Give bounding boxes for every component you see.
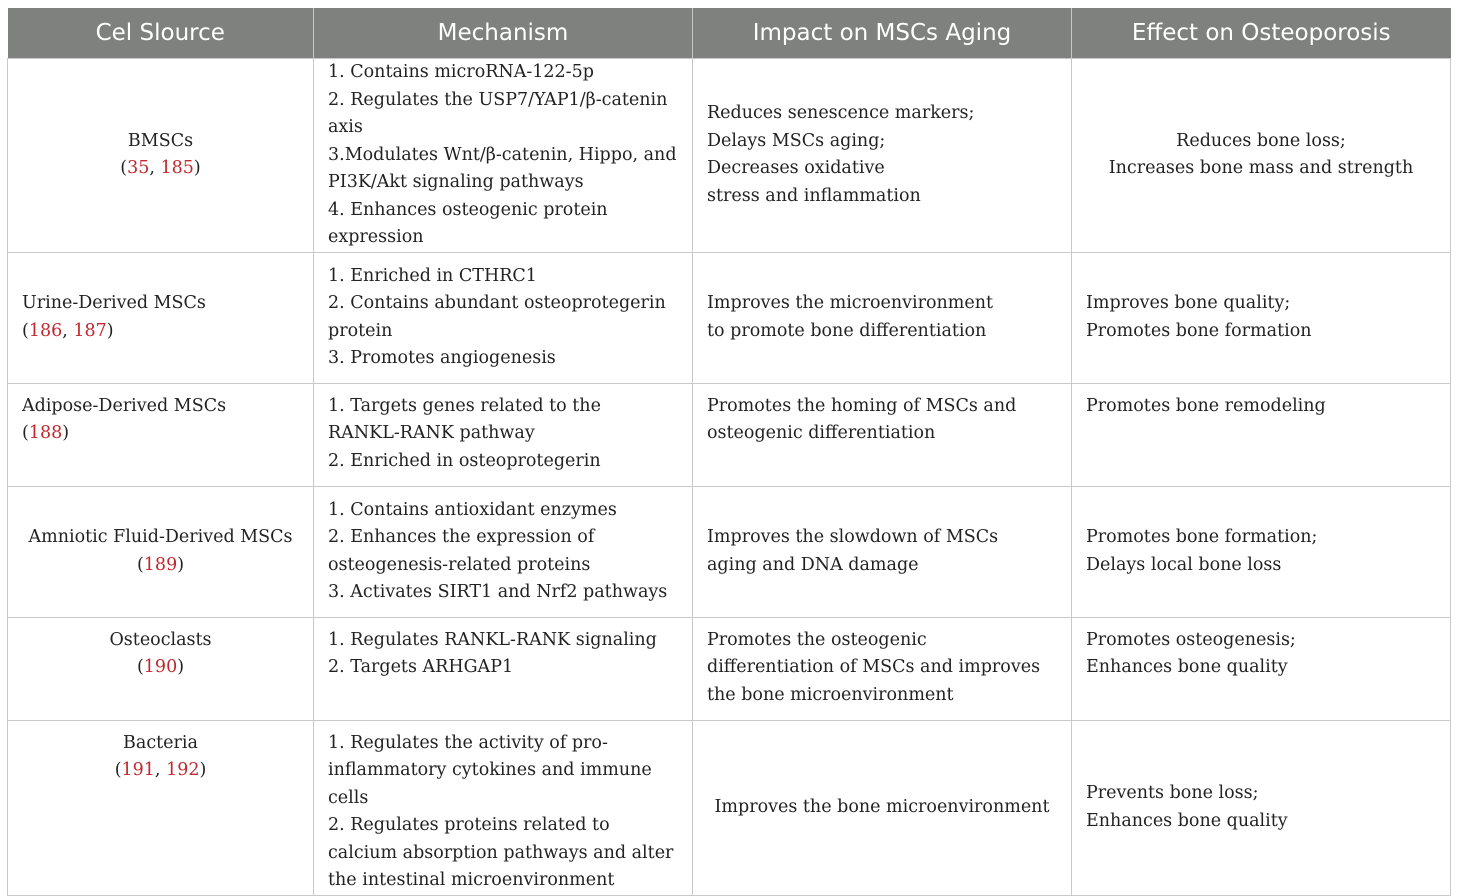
mechanism-cell <box>314 383 693 486</box>
effect-line: Enhances bone quality <box>1086 657 1288 677</box>
mechanism-cell <box>314 486 693 617</box>
mechanism-line: 3.Modulates Wnt/β-catenin, Hippo, and PI3K/Akt signaling pathways <box>328 144 677 192</box>
impact-line: Improves the slowdown of MSCs aging and DNA damage <box>707 527 999 575</box>
table-row <box>8 617 1451 720</box>
impact-line: Delays MSCs aging; <box>707 130 886 151</box>
reference-group: (191, 192) <box>114 760 207 780</box>
reference-link[interactable]: 190 <box>143 657 178 677</box>
effect-line: Promotes bone formation <box>1086 320 1312 341</box>
mechanism-cell <box>314 617 693 720</box>
mechanism-line: 1. Targets genes related to the RANKL-RANK pathway <box>328 395 601 443</box>
mechanism-line: 2. Contains abundant osteoprotegerin protein <box>328 293 666 341</box>
header-cell-impact: Impact on MSCs Aging <box>693 8 1072 59</box>
reference-link[interactable]: 186 <box>28 320 63 341</box>
effect-cell <box>1072 252 1451 383</box>
reference-group: (188) <box>22 423 70 443</box>
source-name: Amniotic Fluid-Derived MSCs <box>28 527 293 547</box>
impact-line: Improves the microenvironment to promote bone differentiation <box>707 293 994 341</box>
effect-cell <box>1072 59 1451 253</box>
mechanism-line: 3. Promotes angiogenesis <box>328 348 556 368</box>
effect-cell <box>1072 617 1451 720</box>
reference-link[interactable]: 192 <box>166 760 200 780</box>
mechanism-line: 2. Regulates the USP7/YAP1/β-catenin axis <box>328 89 668 137</box>
header-row <box>8 8 1451 59</box>
mechanism-line: 1. Enriched in CTHRC1 <box>328 265 537 286</box>
table-row <box>8 486 1451 617</box>
impact-cell <box>693 252 1072 383</box>
effect-line: Enhances bone quality <box>1086 810 1288 831</box>
header-cell-mechanism: Mechanism <box>314 8 693 59</box>
source-name: Osteoclasts <box>109 629 212 650</box>
impact-line: Promotes the osteogenic differentiation of MSCs and improves the bone microenvironment <box>707 629 1041 705</box>
header-cell-effect: Effect on Osteoporosis <box>1072 8 1451 59</box>
mechanism-line: 2. Enhances the expression of osteogenesis-related proteins <box>328 527 595 575</box>
impact-line: Improves the bone microenvironment <box>714 796 1050 817</box>
impact-line: Promotes the homing of MSCs and osteogenic differentiation <box>707 395 1017 443</box>
mechanism-line: 2. Regulates proteins related to calcium absorption pathways and alter the intestinal microenvironment <box>328 815 674 890</box>
source-cell <box>8 252 314 383</box>
reference-link[interactable]: 191 <box>121 760 155 780</box>
impact-line: Decreases oxidative stress and inflammation <box>707 158 921 206</box>
source-cell <box>8 383 314 486</box>
impact-cell <box>693 486 1072 617</box>
effect-line: Delays local bone loss <box>1086 554 1282 575</box>
reference-group: (190) <box>136 657 185 677</box>
mechanism-line: 1. Regulates RANKL-RANK signaling <box>328 629 657 650</box>
mechanism-cell <box>314 720 693 895</box>
effect-cell <box>1072 383 1451 486</box>
source-name: Adipose-Derived MSCs <box>22 395 227 416</box>
table-row <box>8 383 1451 486</box>
effect-line: Prevents bone loss; <box>1086 783 1259 803</box>
impact-cell <box>693 617 1072 720</box>
reference-link[interactable]: 187 <box>73 320 107 341</box>
source-cell <box>8 617 314 720</box>
source-name: Bacteria <box>123 732 198 753</box>
mechanism-line: 2. Enriched in osteoprotegerin <box>328 450 601 471</box>
header-cell-source: Cel Slource <box>8 8 314 59</box>
reference-group: (189) <box>136 554 185 575</box>
mechanism-line: 2. Targets ARHGAP1 <box>328 657 514 677</box>
reference-link[interactable]: 189 <box>143 554 178 575</box>
mechanism-line: 1. Contains microRNA-122-5p <box>328 62 594 82</box>
source-name: BMSCs <box>127 130 194 151</box>
table-row <box>8 720 1451 895</box>
mechanism-line: 1. Regulates the activity of pro-inflammatory cytokines and immune cells <box>328 732 652 808</box>
mechanism-line: 1. Contains antioxidant enzymes <box>328 499 617 520</box>
effect-line: Increases bone mass and strength <box>1108 158 1414 179</box>
effect-cell <box>1072 486 1451 617</box>
source-cell <box>8 59 314 253</box>
reference-link[interactable]: 185 <box>160 158 194 179</box>
comparison-table <box>7 8 1451 896</box>
impact-line: Reduces senescence markers; <box>707 103 975 124</box>
effect-cell <box>1072 720 1451 895</box>
effect-line: Promotes bone formation; <box>1086 527 1318 547</box>
mechanism-line: 3. Activates SIRT1 and Nrf2 pathways <box>328 582 668 602</box>
table-row <box>8 59 1451 253</box>
mechanism-line: 4. Enhances osteogenic protein expression <box>328 199 608 247</box>
reference-group: (35, 185) <box>120 158 201 179</box>
source-cell <box>8 720 314 895</box>
effect-line: Promotes osteogenesis; <box>1086 629 1296 650</box>
effect-line: Reduces bone loss; <box>1176 130 1346 151</box>
impact-cell <box>693 720 1072 895</box>
reference-link[interactable]: 35 <box>127 158 150 179</box>
reference-group: (186, 187) <box>22 320 114 341</box>
source-cell <box>8 486 314 617</box>
impact-cell <box>693 383 1072 486</box>
effect-line: Promotes bone remodeling <box>1086 395 1326 416</box>
mechanism-cell <box>314 59 693 253</box>
mechanism-cell <box>314 252 693 383</box>
impact-cell <box>693 59 1072 253</box>
table-row <box>8 252 1451 383</box>
reference-link[interactable]: 188 <box>28 423 63 443</box>
source-name: Urine-Derived MSCs <box>22 293 206 313</box>
effect-line: Improves bone quality; <box>1086 293 1291 313</box>
